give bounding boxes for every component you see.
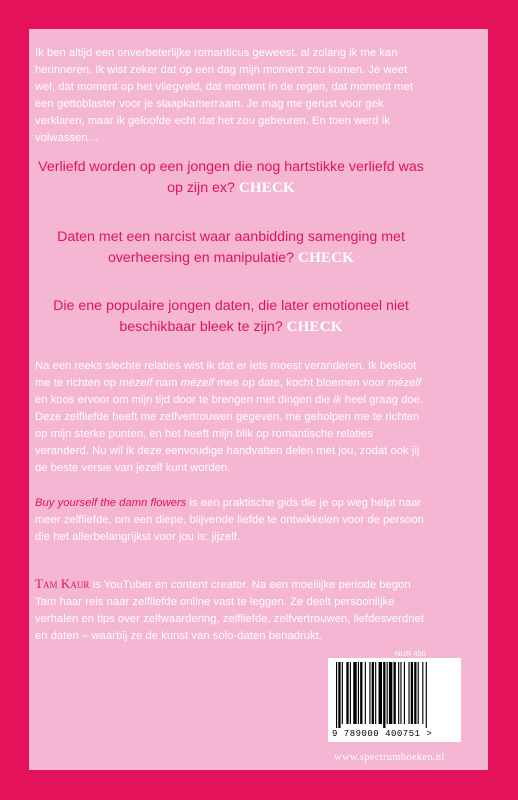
barcode-bars [328, 658, 461, 730]
check-item-1 [35, 157, 427, 199]
barcode-bar [422, 662, 423, 724]
barcode-bar [383, 662, 385, 728]
body-text: nam [152, 377, 181, 389]
body-text: heel graag doe. Deze zelfliefde heeft me zelfvertrouwen gegeven, me geholpen me te richten op mijn sterke punten, en het heeft mijn blik op romantische relaties veranderd. Nu wil ik deze eenvoudige handvatten delen met jou, zodat ook jij de beste versie van jezelf kunt worden. [35, 394, 424, 474]
body-text: en koos ervoor om mijn tijd door te brengen met dingen die [35, 394, 334, 406]
check-item-3 [35, 296, 427, 338]
check-item-text: Daten met een narcist waar aanbidding samenging met overheersing en manipulatie? [57, 229, 405, 266]
author-bio-text: is YouTuber en content creator. Na een moeilijke periode begon Tam haar reis naar zelfliefde online vast te leggen. Ze deelt persoonlijke verhalen en tips over zelfwaardering, zelfliefde, zelfvertrouwen, liefdesverdriet en daten – waarbij ze de kunst van solo-daten benadrukt. [35, 579, 424, 642]
body-emphasis: mézelf [387, 377, 422, 389]
intro-paragraph: Ik ben altijd een onverbeterlijke romanticus geweest, al zolang ik me kan herinneren. Ik wist zeker dat op een dag mijn moment zou komen. Je weet wel, dat moment op het vliegveld, dat moment in de regen, dat moment met een gettoblaster voor je slaapkamerraam. Je mag me gerust voor gek verklaren, maar ik geloofde echt dat het zou gebeuren. En toen werd ik volwassen… [35, 47, 413, 144]
barcode-bar [414, 662, 416, 724]
barcode-bar [372, 662, 374, 724]
barcode-bar [389, 662, 392, 724]
check-item-text: Die ene populaire jongen daten, die later emotioneel niet beschikbaar bleek te zijn? [53, 298, 409, 335]
barcode-bar [411, 662, 413, 724]
barcode-bar [394, 662, 396, 724]
barcode-bar [379, 662, 382, 724]
barcode-bar [398, 662, 399, 724]
barcode-bar [360, 662, 362, 724]
author-name: Tam Kaur [35, 576, 90, 591]
body-emphasis: ik [333, 394, 342, 406]
barcode-bar [338, 662, 340, 728]
barcode-bar [404, 662, 405, 724]
isbn-digits: 9 789000 400751 > [332, 729, 433, 739]
author-bio [35, 575, 427, 645]
body-text: mee op date, kocht bloemen voor [213, 377, 388, 389]
barcode-bar [358, 662, 359, 724]
book-title: Buy yourself the damn flowers [35, 497, 187, 509]
barcode-bar [375, 662, 376, 724]
nur-code: NUR 450 [395, 649, 426, 658]
book-description-text: is een praktische gids die je op weg helpt naar meer zelfliefde, om een diepe, blijvende liefde te ontwikkelen voor de persoon die het allerbelangrijkst voor jou is: jijzelf. [35, 497, 424, 543]
check-item-2 [35, 227, 427, 269]
barcode-bar [387, 662, 388, 724]
barcode-bar [365, 662, 366, 724]
barcode-bar [350, 662, 351, 724]
barcode-bar [400, 662, 401, 724]
barcode-bar [426, 662, 427, 728]
publisher-website: www.spectrumboeken.nl [334, 752, 445, 763]
barcode-bar [418, 662, 419, 724]
body-paragraph [35, 358, 427, 477]
barcode-bar [346, 662, 348, 724]
isbn-barcode [328, 658, 461, 742]
barcode-bar [353, 662, 356, 724]
book-description [35, 495, 427, 546]
check-tag: CHECK [238, 180, 295, 196]
body-emphasis: mézelf [180, 377, 214, 389]
check-tag: CHECK [298, 250, 355, 266]
barcode-bar [369, 662, 370, 724]
barcode-bar [336, 662, 337, 728]
barcode-bar [342, 662, 343, 724]
check-tag: CHECK [286, 319, 343, 335]
body-emphasis: mézelf [119, 377, 153, 389]
check-item-text: Verliefd worden op een jongen die nog hartstikke verliefd was op zijn ex? [38, 159, 424, 196]
body-text: Na een reeks slechte relaties wist ik dat er iets moest veranderen. Ik besloot me te richten op [35, 360, 417, 389]
barcode-bar [408, 662, 409, 724]
